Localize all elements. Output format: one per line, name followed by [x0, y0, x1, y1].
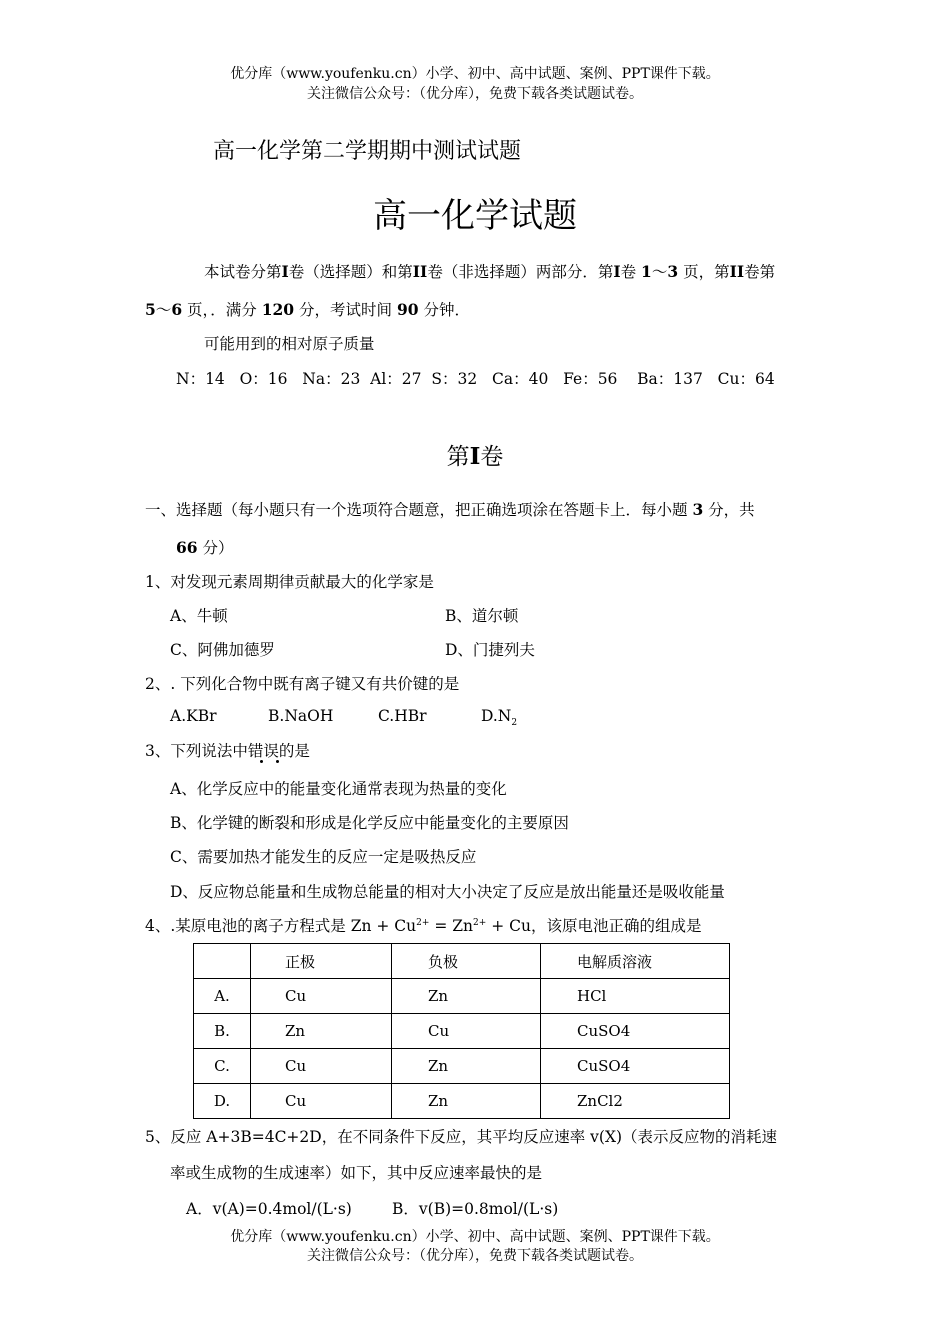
- q1-option-a: A、牛顿: [170, 607, 228, 625]
- table-header-row: [194, 944, 730, 979]
- table-row: [194, 979, 730, 1014]
- atomic-mass-label: 可能用到的相对原子质量: [204, 335, 375, 353]
- table-cell: Zn: [392, 1084, 541, 1119]
- q2-option-d: $D.N_2$: [481, 707, 518, 729]
- q1-option-c: C、阿佛加德罗: [170, 641, 275, 659]
- q4-options-table: [193, 943, 730, 1119]
- table-cell: Cu: [251, 1084, 392, 1119]
- footer-line-1: 优分库（www.youfenku.cn）小学、初中、高中试题、案例、PPT课件下载。: [230, 1229, 720, 1245]
- table-header-cell: [194, 944, 251, 979]
- table-row: [194, 1049, 730, 1084]
- table-cell: A.: [194, 979, 251, 1014]
- q2-option-b: B.NaOH: [268, 707, 334, 725]
- q1-stem: 1、对发现元素周期律贡献最大的化学家是: [145, 573, 434, 591]
- q5-option-a: A．v(A)=0.4mol/(L·s): [186, 1200, 352, 1218]
- intro-line-2: 5～6 页，．满分 120 分，考试时间 90 分钟．: [145, 300, 470, 319]
- q3-option-b: B、化学键的断裂和形成是化学反应中能量变化的主要原因: [170, 814, 569, 832]
- table-cell: Cu: [251, 1049, 392, 1084]
- table-header-cell: 负极: [392, 944, 541, 979]
- table-cell: Zn: [251, 1014, 392, 1049]
- q2-option-c: C.HBr: [378, 707, 427, 725]
- q3-option-d: D、反应物总能量和生成物总能量的相对大小决定了反应是放出能量还是吸收能量: [170, 883, 725, 901]
- table-cell: CuSO4: [541, 1014, 730, 1049]
- q3-stem: 3、下列说法中错误的是: [145, 742, 310, 760]
- table-cell: Zn: [392, 1049, 541, 1084]
- q1-option-b: B、道尔顿: [445, 607, 519, 625]
- atomic-mass-list: N：14 O：16 Na：23 Al：27 S：32 Ca：40 Fe：56 Ba：137 Cu：64: [176, 370, 775, 388]
- q3-option-a: A、化学反应中的能量变化通常表现为热量的变化: [170, 780, 507, 798]
- table-header-cell: 电解质溶液: [541, 944, 730, 979]
- table-cell: C.: [194, 1049, 251, 1084]
- table-cell: Cu: [392, 1014, 541, 1049]
- table-row: [194, 1084, 730, 1119]
- table-cell: B.: [194, 1014, 251, 1049]
- q4-stem: 4、.某原电池的离子方程式是 $Zn + Cu^{2+} = Zn^{2+} + Cu$，该原电池正确的组成是: [145, 917, 702, 935]
- table-cell: Cu: [251, 979, 392, 1014]
- q2-option-a: A.KBr: [170, 707, 217, 725]
- q5-stem-line-1: 5、反应 A+3B=4C+2D，在不同条件下反应，其平均反应速率 v(X)（表示反应物的消耗速: [145, 1128, 778, 1146]
- part1-instructions: 一、选择题（每小题只有一个选项符合题意，把正确选项涂在答题卡上．每小题 3 分，共: [145, 500, 755, 519]
- q1-option-d: D、门捷列夫: [445, 641, 535, 659]
- q3-option-c: C、需要加热才能发生的反应一定是吸热反应: [170, 848, 477, 866]
- table-cell: HCl: [541, 979, 730, 1014]
- exam-title: 高一化学第二学期期中测试试题: [213, 139, 522, 164]
- table-header-cell: 正极: [251, 944, 392, 979]
- table-row: [194, 1014, 730, 1049]
- table-cell: Zn: [392, 979, 541, 1014]
- q5-stem-line-2: 率或生成物的生成速率）如下，其中反应速率最快的是: [170, 1164, 543, 1182]
- table-cell: ZnCl2: [541, 1084, 730, 1119]
- table-cell: CuSO4: [541, 1049, 730, 1084]
- footer-line-2: 关注微信公众号：（优分库），免费下载各类试题试卷。: [307, 1248, 643, 1264]
- q5-option-b: B．v(B)=0.8mol/(L·s): [392, 1200, 559, 1218]
- section-heading: 第I卷: [446, 443, 504, 470]
- table-cell: D.: [194, 1084, 251, 1119]
- intro-line-1: 本试卷分第I卷（选择题）和第II卷（非选择题）两部分．第I卷 1～3 页，第II卷第: [204, 262, 776, 281]
- header-line-1: 优分库（www.youfenku.cn）小学、初中、高中试题、案例、PPT课件下载。: [230, 66, 720, 82]
- emphasis-dot: [276, 760, 279, 763]
- emphasis-dot: [260, 760, 263, 763]
- main-title: 高一化学试题: [373, 196, 577, 236]
- header-line-2: 关注微信公众号：（优分库），免费下载各类试题试卷。: [307, 86, 643, 102]
- part1-instructions-cont: 66 分）: [176, 538, 234, 557]
- q2-stem: 2、. 下列化合物中既有离子键又有共价键的是: [145, 675, 460, 693]
